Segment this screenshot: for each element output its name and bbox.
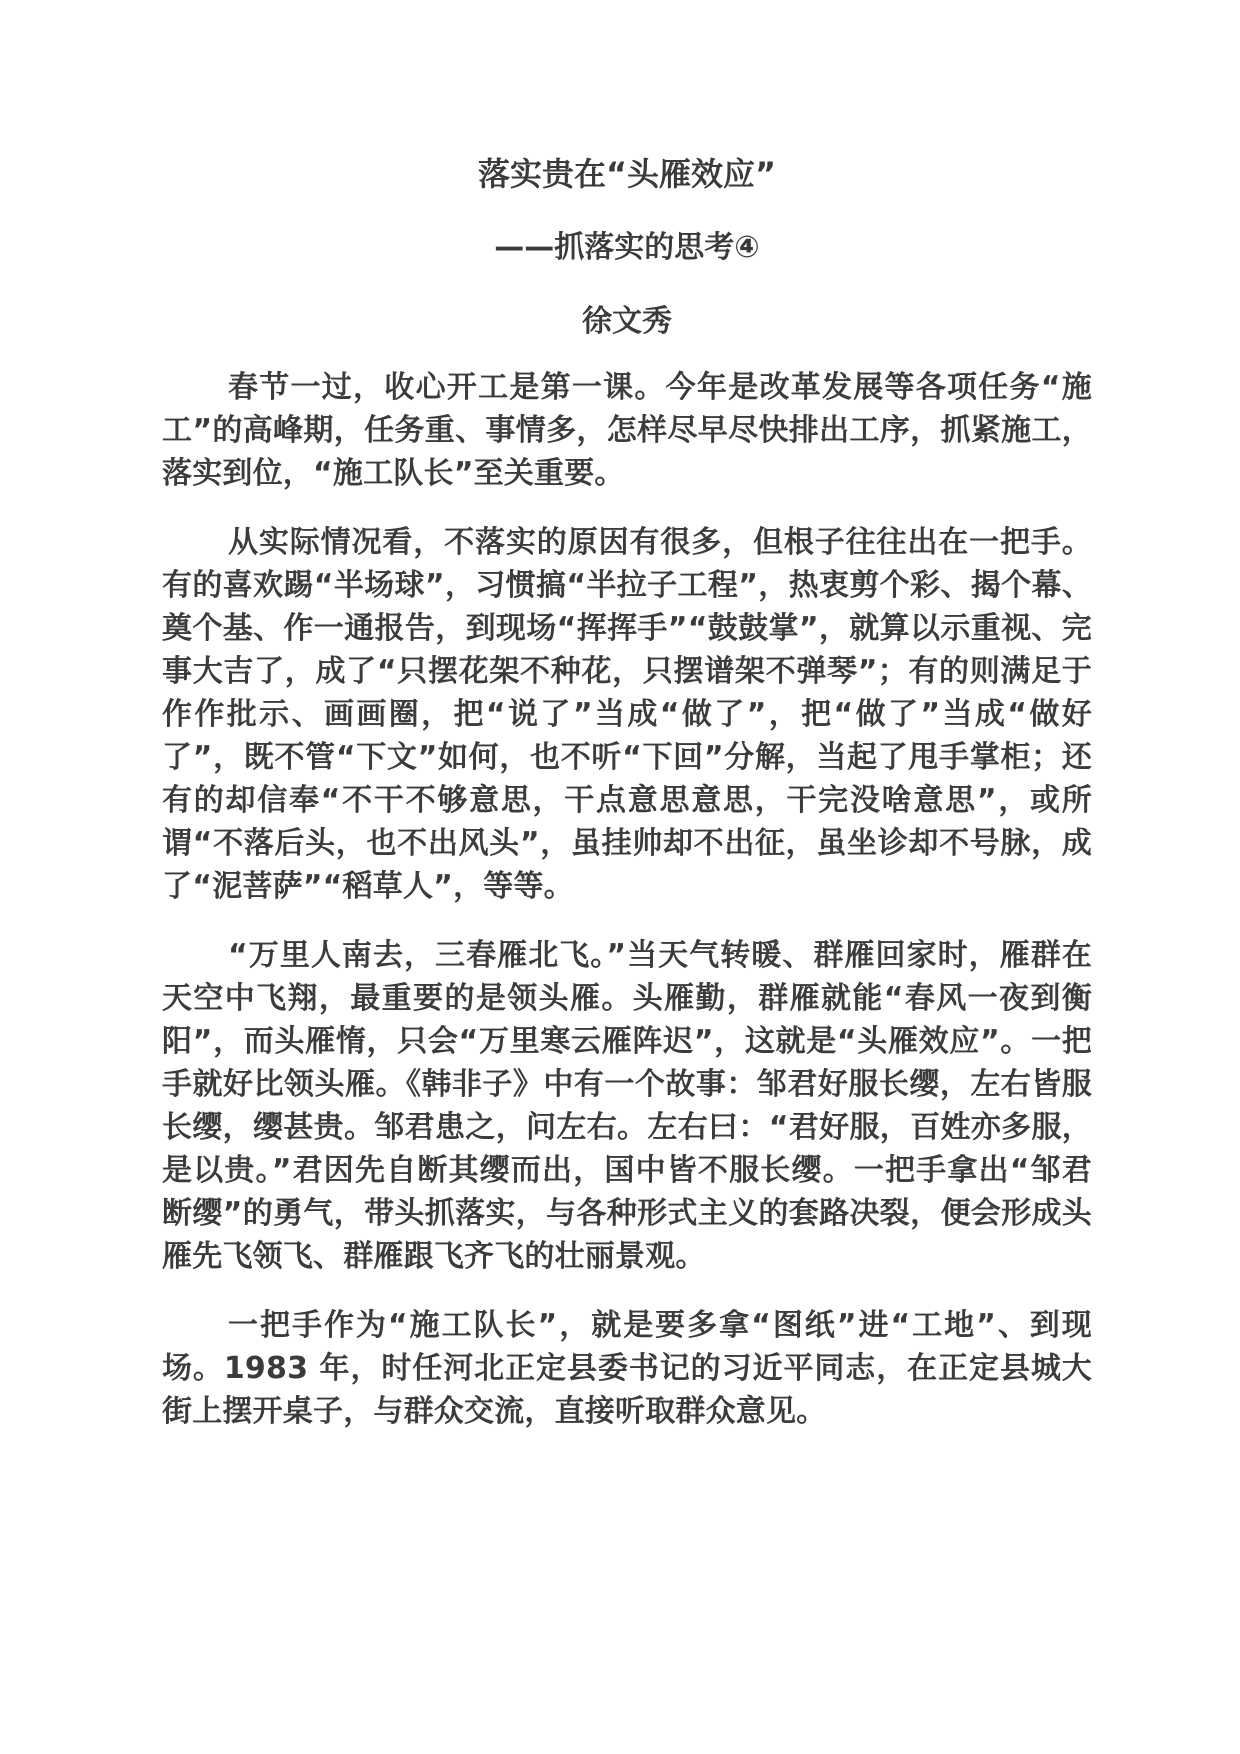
document-page (162, 148, 1092, 1433)
document-author: 徐文秀 (582, 304, 672, 339)
paragraph: 一把手作为“施工队长”，就是要多拿“图纸”进“工地”、到现场。1983 年，时任河北正定县委书记的习近平同志，在正定县城大街上摆开桌子，与群众交流，直接听取群众意见。 (162, 1308, 1092, 1429)
paragraph: 春节一过，收心开工是第一课。今年是改革发展等各项任务“施工”的高峰期，任务重、事情多，怎样尽早尽快排出工序，抓紧施工，落实到位，“施工队长”至关重要。 (162, 370, 1092, 491)
document-subtitle: ——抓落实的思考④ (494, 230, 760, 265)
paragraph: 从实际情况看，不落实的原因有很多，但根子往往出在一把手。有的喜欢踢“半场球”，习惯搞“半拉子工程”，热衷剪个彩、揭个幕、奠个基、作一通报告，到现场“挥挥手”“鼓鼓掌”，就算以示重视、完事大吉了，成了“只摆花架不种花，只摆谱架不弹琴”；有的则满足于作作批示、画画圈，把“说了”当成“做了”，把“做了”当成“做好了”，既不管“下文”如何，也不听“下回”分解，当起了甩手掌柜；还有的却信奉“不干不够意思，干点意思意思，干完没啥意思”，或所谓“不落后头，也不出风头”，虽挂帅却不出征，虽坐诊却不号脉，成了“泥菩萨”“稻草人”，等等。 (162, 525, 1092, 904)
paragraph: “万里人南去，三春雁北飞。”当天气转暖、群雁回家时，雁群在天空中飞翔，最重要的是领头雁。头雁勤，群雁就能“春风一夜到衡阳”，而头雁惰，只会“万里寒云雁阵迟”，这就是“头雁效应”。一把手就好比领头雁。《韩非子》中有一个故事：邹君好服长缨，左右皆服长缨，缨甚贵。邹君患之，问左右。左右曰：“君好服，百姓亦多服，是以贵。”君因先自断其缨而出，国中皆不服长缨。一把手拿出“邹君断缨”的勇气，带头抓落实，与各种形式主义的套路决裂，便会形成头雁先飞领飞、群雁跟飞齐飞的壮丽景观。 (162, 938, 1092, 1274)
document-title: 落实贵在“头雁效应” (477, 155, 777, 193)
